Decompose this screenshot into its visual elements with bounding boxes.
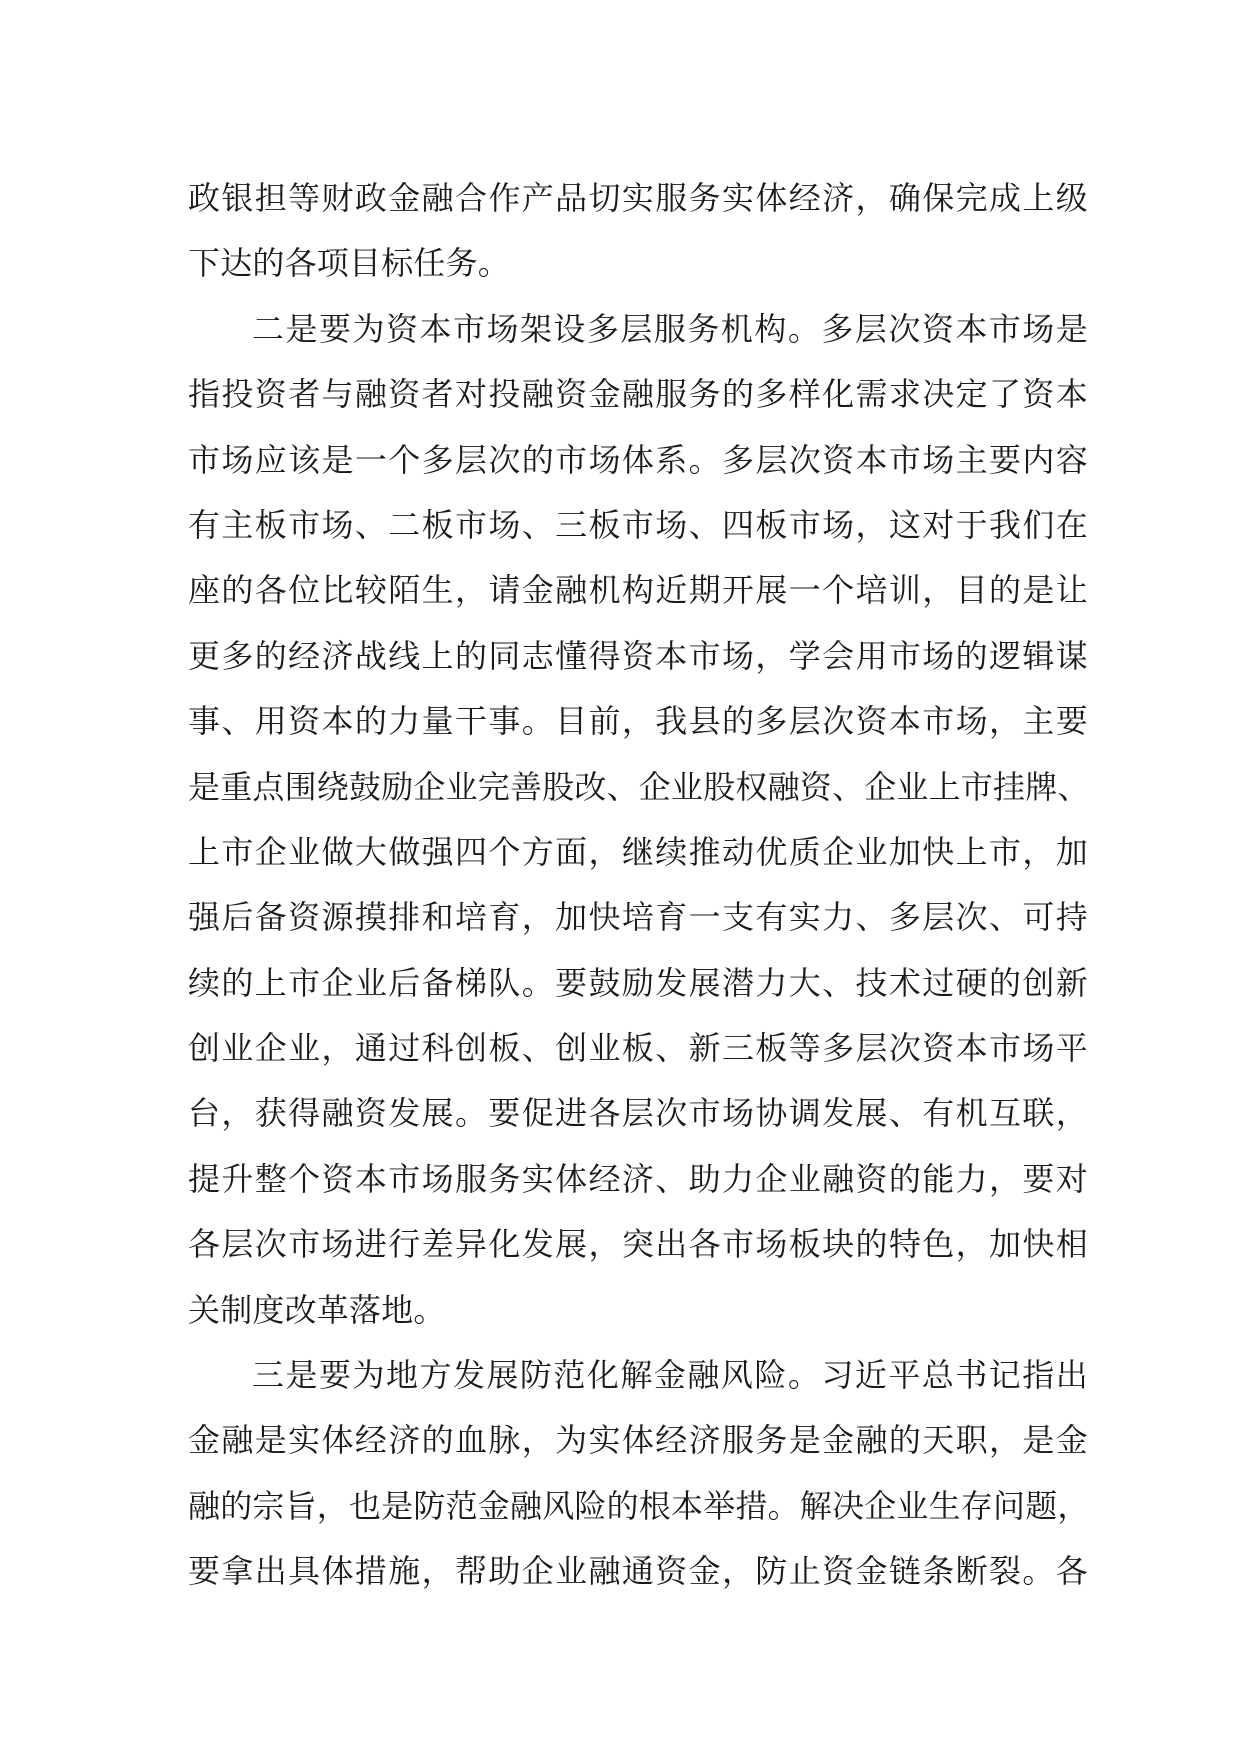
text-line-8: 更多的经济战线上的同志懂得资本市场，学会用市场的逻辑谋: [188, 636, 1088, 675]
text-line-22: 要拿出具体措施，帮助企业融通资金，防止资金链条断裂。各: [188, 1552, 1088, 1591]
text-line-13: 续的上市企业后备梯队。要鼓励发展潜力大、技术过硬的创新: [188, 963, 1088, 1002]
text-line-19: 三是要为地方发展防范化解金融风险。习近平总书记指出: [252, 1356, 1088, 1395]
text-line-6: 有主板市场、二板市场、三板市场、四板市场，这对于我们在: [188, 505, 1088, 544]
text-line-16: 提升整个资本市场服务实体经济、助力企业融资的能力，要对: [188, 1159, 1088, 1198]
text-line-4: 指投资者与融资者对投融资金融服务的多样化需求决定了资本: [188, 375, 1088, 414]
text-line-18: 关制度改革落地。: [188, 1290, 446, 1329]
text-line-7: 座的各位比较陌生，请金融机构近期开展一个培训，目的是让: [188, 571, 1088, 610]
text-line-9: 事、用资本的力量干事。目前，我县的多层次资本市场，主要: [188, 702, 1088, 741]
text-line-15: 台，获得融资发展。要促进各层次市场协调发展、有机互联，: [188, 1094, 1088, 1133]
text-line-21: 融的宗旨，也是防范金融风险的根本举措。解决企业生存问题，: [188, 1486, 1090, 1525]
text-line-10: 是重点围绕鼓励企业完善股改、企业股权融资、企业上市挂牌、: [188, 767, 1090, 806]
text-line-5: 市场应该是一个多层次的市场体系。多层次资本市场主要内容: [188, 440, 1088, 479]
body-text: [188, 166, 1088, 1605]
text-line-3: 二是要为资本市场架设多层服务机构。多层次资本市场是: [252, 309, 1088, 348]
text-line-14: 创业企业，通过科创板、创业板、新三板等多层次资本市场平: [188, 1029, 1088, 1068]
text-line-20: 金融是实体经济的血脉，为实体经济服务是金融的天职，是金: [188, 1421, 1088, 1460]
text-line-17: 各层次市场进行差异化发展，突出各市场板块的特色，加快相: [188, 1225, 1088, 1264]
text-line-2: 下达的各项目标任务。: [188, 244, 511, 283]
text-line-12: 强后备资源摸排和培育，加快培育一支有实力、多层次、可持: [188, 898, 1088, 937]
text-line-1: 政银担等财政金融合作产品切实服务实体经济，确保完成上级: [188, 179, 1088, 217]
text-line-11: 上市企业做大做强四个方面，继续推动优质企业加快上市，加: [188, 832, 1088, 871]
